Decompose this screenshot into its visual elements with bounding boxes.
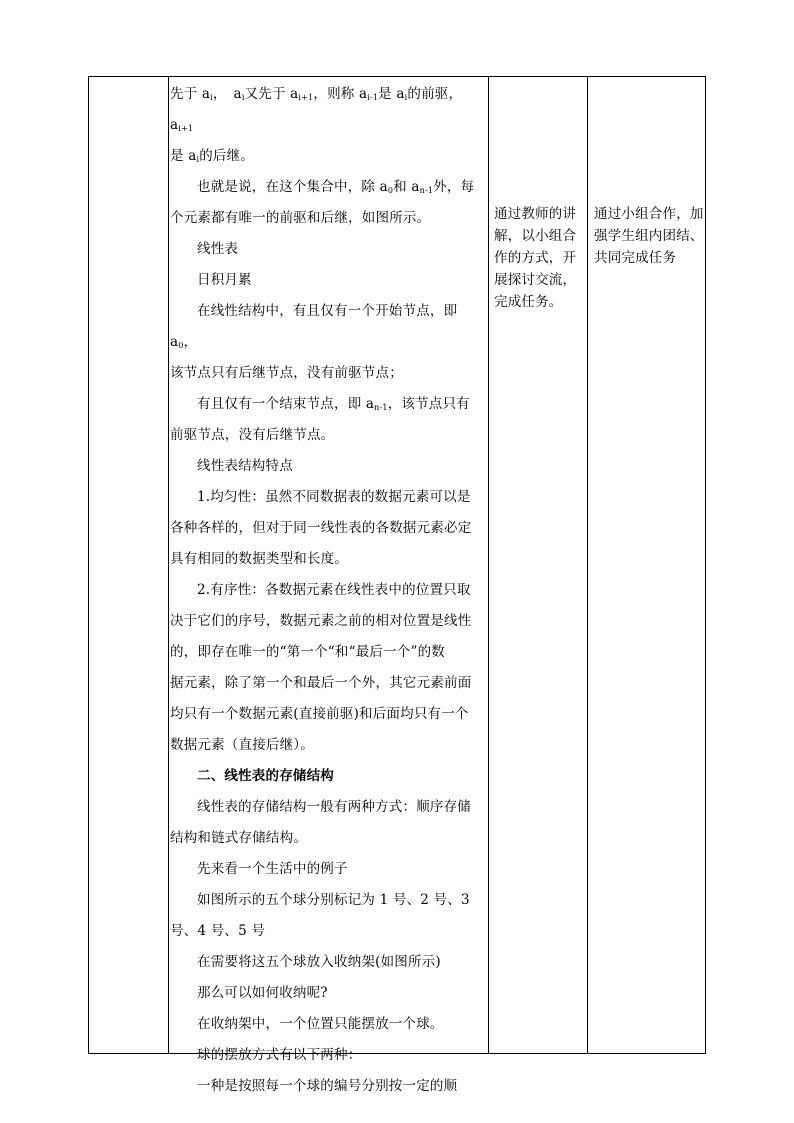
- content-line: [170, 947, 488, 978]
- text-run: 也就是说，在这个集合中，除 a: [197, 179, 388, 195]
- text-run: 如图所示的五个球分别标记为 1 号、2 号、3: [197, 892, 470, 908]
- subscript: i+1: [298, 93, 314, 102]
- content-line: [170, 699, 488, 730]
- text-run: 均只有一个数据元素(直接前驱)和后面均只有一个: [170, 706, 469, 722]
- content-line: [170, 1071, 488, 1102]
- text-run: 的，即存在唯一的“第一个“和“最后一个”的数: [170, 644, 446, 660]
- text-run: 是 a: [378, 86, 405, 102]
- text-run: 前驱节点，没有后继节点。: [170, 427, 335, 443]
- subscript: i: [241, 93, 245, 102]
- content-line: [170, 172, 488, 203]
- text-run: 具有相同的数据类型和长度。: [170, 551, 349, 567]
- text-run: 在收纳架中，一个位置只能摆放一个球。: [197, 1016, 444, 1032]
- subscript: i: [196, 155, 200, 164]
- text-run: 2.有序性：各数据元素在线性表中的位置只取: [197, 582, 471, 598]
- subscript: i-1: [367, 93, 379, 102]
- text-run: 在需要将这五个球放入收纳架(如图所示): [197, 954, 441, 970]
- text-run: 决于它们的序号，数据元素之前的相对位置是线性: [170, 613, 472, 629]
- subscript: i: [210, 93, 213, 102]
- text-run: 号、4 号、5 号: [170, 923, 266, 939]
- teaching-content-cell: [170, 79, 488, 1102]
- content-line: [170, 1040, 488, 1071]
- content-line: [170, 792, 488, 823]
- text-run: 据元素，除了第一个和最后一个外，其它元素前面: [170, 675, 472, 691]
- text-run: 是 a: [170, 148, 197, 164]
- subscript: n-1: [374, 403, 388, 412]
- content-line: [170, 575, 488, 606]
- text-run: 球的摆放方式有以下两种：: [197, 1047, 362, 1063]
- content-line: [170, 265, 488, 296]
- text-run: 各种各样的，但对于同一线性表的各数据元素必定: [170, 520, 472, 536]
- text-run: 该节点只有后继节点，没有前驱节点；: [170, 365, 403, 381]
- text-run: 的后继。: [199, 148, 255, 164]
- content-line: [170, 451, 488, 482]
- content-line: [170, 761, 488, 792]
- content-line: [170, 823, 488, 854]
- content-line: [170, 885, 488, 916]
- subscript: n-1: [419, 186, 434, 195]
- content-line: [170, 854, 488, 885]
- text-run: 先于 a: [170, 86, 211, 102]
- text-run: 1.均匀性：虽然不同数据表的数据元素可以是: [197, 489, 471, 505]
- column-divider: [168, 77, 169, 1053]
- text-run: 又先于 a: [244, 86, 299, 102]
- content-line: [170, 916, 488, 947]
- text-run: 有且仅有一个结束节点，即 a: [197, 396, 375, 412]
- text-run: 线性表的存储结构一般有两种方式：顺序存储: [197, 799, 471, 815]
- content-line: [170, 389, 488, 420]
- column-divider: [488, 77, 489, 1053]
- content-line: [170, 358, 488, 389]
- content-line: [170, 606, 488, 637]
- text-run: ，该节点只有: [387, 396, 470, 412]
- text-run: 外，每: [433, 179, 475, 195]
- lesson-plan-table: [88, 76, 706, 1094]
- content-line: [170, 637, 488, 668]
- content-line: [170, 978, 488, 1009]
- text-run: ，: [183, 334, 198, 350]
- subscript: i: [404, 93, 408, 102]
- content-line: [170, 1009, 488, 1040]
- text-run: 一种是按照每一个球的编号分别按一定的顺: [197, 1078, 458, 1094]
- content-line: [170, 730, 488, 761]
- content-line: [170, 203, 488, 234]
- subscript: 0: [387, 186, 394, 195]
- text-run: 先来看一个生活中的例子: [197, 861, 348, 877]
- text-run: 线性表结构特点: [197, 458, 293, 474]
- teacher-activity-cell: 通过教师的讲解，以小组合作的方式，开展探讨交流，完成任务。: [494, 206, 577, 310]
- text-run: ，则称 a: [313, 86, 368, 102]
- content-line: [170, 296, 488, 358]
- text-run: 在线性结构中，有且仅有一个开始节点，即 a: [170, 303, 458, 350]
- content-line: [170, 513, 488, 544]
- text-run: 数据元素（直接后继）。: [170, 737, 314, 753]
- design-intent-cell: 通过小组合作，加强学生组内团结、共同完成任务: [594, 206, 704, 266]
- subscript: i+1: [178, 124, 194, 133]
- text-run: 结构和链式存储结构。: [170, 830, 307, 846]
- content-line: [170, 420, 488, 451]
- text-run: ， a: [212, 86, 242, 102]
- content-line: [170, 141, 488, 172]
- text-run: 二、线性表的存储结构: [197, 768, 334, 784]
- column-divider: [587, 77, 588, 1053]
- content-line: [170, 668, 488, 699]
- text-run: 日积月累: [197, 272, 252, 288]
- content-line: [170, 544, 488, 575]
- content-line: [170, 234, 488, 265]
- text-run: 个元素都有唯一的前驱和后继，如图所示。: [170, 210, 431, 226]
- text-run: 和 a: [393, 179, 420, 195]
- content-line: [170, 79, 488, 141]
- content-line: [170, 482, 488, 513]
- text-run: 的前驱， a: [170, 86, 470, 133]
- subscript: 0: [178, 341, 184, 350]
- text-run: 线性表: [197, 241, 239, 257]
- text-run: 那么可以如何收纳呢?: [197, 985, 328, 1001]
